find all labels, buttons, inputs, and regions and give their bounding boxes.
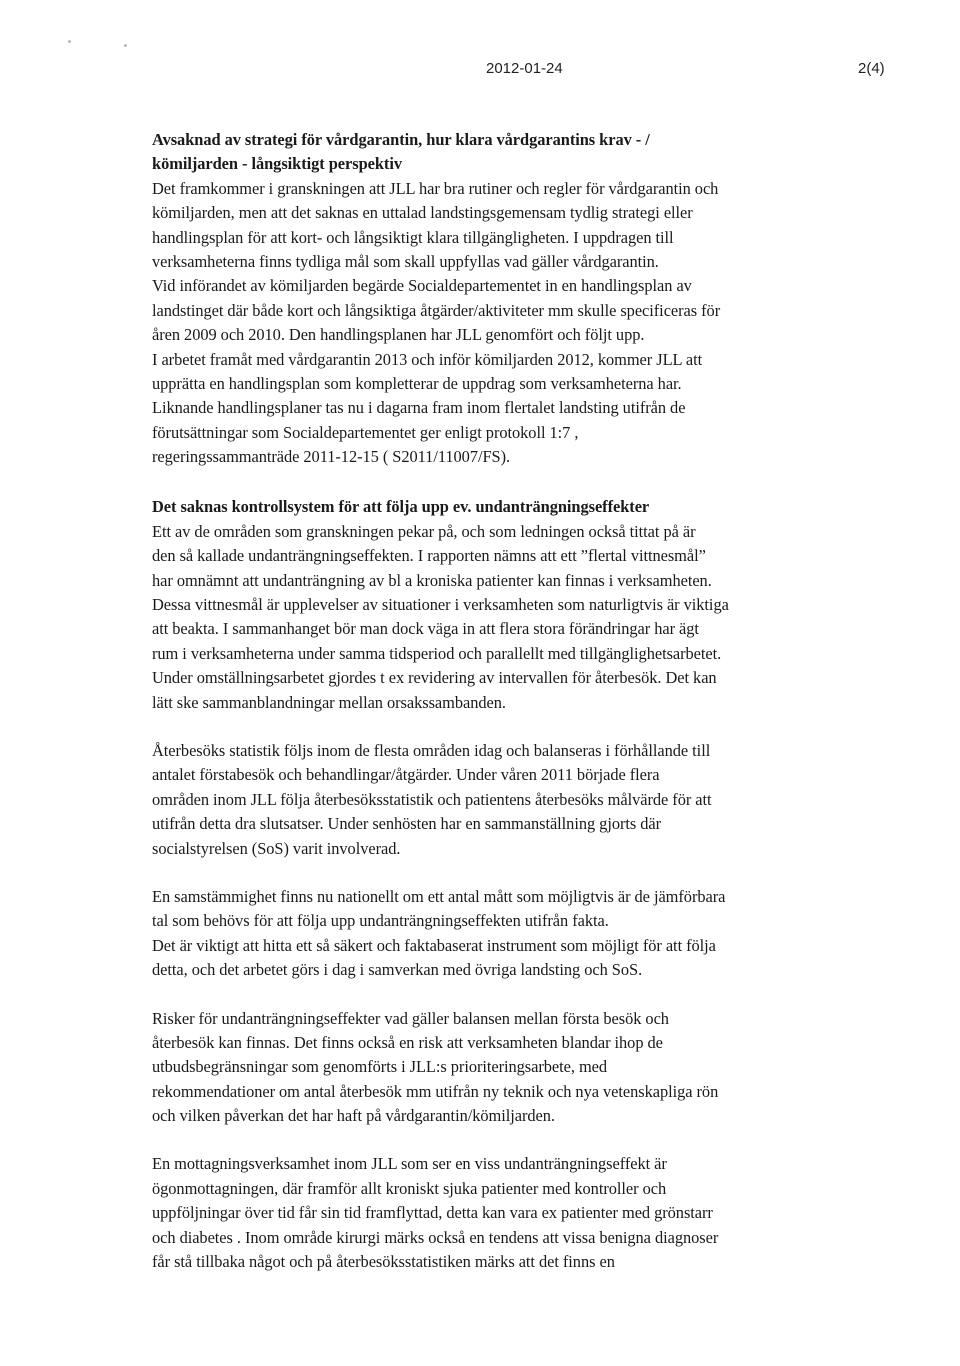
- document-date: 2012-01-24: [486, 60, 563, 77]
- text-line: lätt ske sammanblandningar mellan orsakssambanden.: [152, 692, 506, 712]
- section-heading-strategy: [152, 128, 832, 177]
- paragraph-revisit-stats: [152, 739, 832, 861]
- text-line: regeringssammanträde 2011-12-15 ( S2011/11007/FS).: [152, 447, 511, 467]
- text-line: handlingsplan för att kort- och långsiktigt klara tillgängligheten. I uppdragen till: [152, 227, 674, 247]
- paragraph-control: [152, 520, 832, 715]
- text-line: landstinget där både kort och långsiktiga åtgärder/aktiviteter mm skulle specificeras för: [152, 300, 721, 320]
- text-line: utbudsbegränsningar som genomförts i JLL:s prioriteringsarbete, med: [152, 1057, 608, 1077]
- text-line: ögonmottagningen, där framför allt kroniskt sjuka patienter med kontroller och: [152, 1178, 667, 1198]
- scan-speck: [68, 40, 71, 43]
- heading-line: Det saknas kontrollsystem för att följa upp ev. undanträngningseffekter: [152, 497, 650, 517]
- text-line: områden inom JLL följa återbesöksstatistik och patientens återbesöks målvärde för att: [152, 789, 712, 809]
- text-line: En samstämmighet finns nu nationellt om ett antal mått som möjligtvis är de jämförbara: [152, 886, 726, 906]
- text-line: Dessa vittnesmål är upplevelser av situationer i verksamheten som naturligtvis är viktiga: [152, 595, 729, 615]
- text-line: åren 2009 och 2010. Den handlingsplanen har JLL genomfört och följt upp.: [152, 325, 645, 345]
- text-line: utifrån detta dra slutsatser. Under senhösten har en sammanställning gjorts där: [152, 814, 662, 834]
- paragraph-strategy: [152, 177, 832, 470]
- paragraph-eye-clinic: [152, 1152, 832, 1274]
- text-line: Återbesöks statistik följs inom de flesta områden idag och balanseras i förhållande till: [152, 740, 711, 760]
- text-line: Det är viktigt att hitta ett så säkert och faktabaserat instrument som möjligt för att följa: [152, 935, 716, 955]
- scan-speck: [124, 44, 127, 47]
- text-line: socialstyrelsen (SoS) varit involverad.: [152, 838, 401, 858]
- text-line: att beakta. I sammanhanget bör man dock väga in att flera stora förändringar har ägt: [152, 619, 699, 639]
- paragraph-national-measures: [152, 885, 832, 983]
- text-line: och diabetes . Inom område kirurgi märks också en tendens att vissa benigna diagnoser: [152, 1227, 719, 1247]
- section-heading-control: [152, 495, 832, 519]
- paragraph-risks: [152, 1007, 832, 1129]
- text-line: återbesök kan finnas. Det finns också en risk att verksamheten blandar ihop de: [152, 1032, 663, 1052]
- text-line: förutsättningar som Socialdepartementet ger enligt protokoll 1:7 ,: [152, 422, 579, 442]
- text-line: har omnämnt att undanträngning av bl a kroniska patienter kan finnas i verksamheten.: [152, 570, 712, 590]
- text-line: En mottagningsverksamhet inom JLL som ser en viss undanträngningseffekt är: [152, 1154, 667, 1174]
- text-line: och vilken påverkan det har haft på vårdgarantin/kömiljarden.: [152, 1106, 555, 1126]
- text-line: Risker för undanträngningseffekter vad gäller balansen mellan första besök och: [152, 1008, 669, 1028]
- text-line: Under omställningsarbetet gjordes t ex revidering av intervallen för återbesök. Det kan: [152, 668, 717, 688]
- text-line: I arbetet framåt med vårdgarantin 2013 och inför kömiljarden 2012, kommer JLL att: [152, 349, 703, 369]
- heading-line: Avsaknad av strategi för vårdgarantin, hur klara vårdgarantins krav - /: [152, 130, 650, 149]
- text-line: detta, och det arbetet görs i dag i samverkan med övriga landsting och SoS.: [152, 960, 643, 980]
- text-line: Det framkommer i granskningen att JLL har bra rutiner och regler för vårdgarantin och: [152, 178, 719, 198]
- text-line: uppföljningar över tid får sin tid framflyttad, detta kan vara ex patienter med grönstarr: [152, 1203, 713, 1223]
- document-body: [152, 128, 832, 1274]
- text-line: upprätta en handlingsplan som kompletterar de uppdrag som verksamheterna har.: [152, 373, 682, 393]
- text-line: Liknande handlingsplaner tas nu i dagarna fram inom flertalet landsting utifrån de: [152, 398, 686, 418]
- text-line: den så kallade undanträngningseffekten. I rapporten nämns att ett ”flertal vittnesmål”: [152, 546, 706, 566]
- heading-line: kömiljarden - långsiktigt perspektiv: [152, 154, 402, 174]
- text-line: Vid införandet av kömiljarden begärde Socialdepartementet in en handlingsplan av: [152, 276, 692, 296]
- text-line: antalet förstabesök och behandlingar/åtgärder. Under våren 2011 började flera: [152, 765, 660, 785]
- text-line: rekommendationer om antal återbesök mm utifrån ny teknik och nya vetenskapliga rön: [152, 1081, 719, 1101]
- text-line: får stå tillbaka något och på återbesöksstatistiken märks att det finns en: [152, 1252, 615, 1272]
- text-line: kömiljarden, men att det saknas en uttalad landstingsgemensam tydlig strategi eller: [152, 203, 693, 223]
- text-line: rum i verksamheterna under samma tidsperiod och parallellt med tillgänglighetsarbetet.: [152, 643, 722, 663]
- text-line: Ett av de områden som granskningen pekar på, och som ledningen också tittat på är: [152, 521, 696, 541]
- text-line: verksamheterna finns tydliga mål som skall uppfyllas vad gäller vårdgarantin.: [152, 251, 659, 271]
- page-number: 2(4): [858, 60, 885, 77]
- text-line: tal som behövs för att följa upp undanträngningseffekten utifrån fakta.: [152, 911, 609, 931]
